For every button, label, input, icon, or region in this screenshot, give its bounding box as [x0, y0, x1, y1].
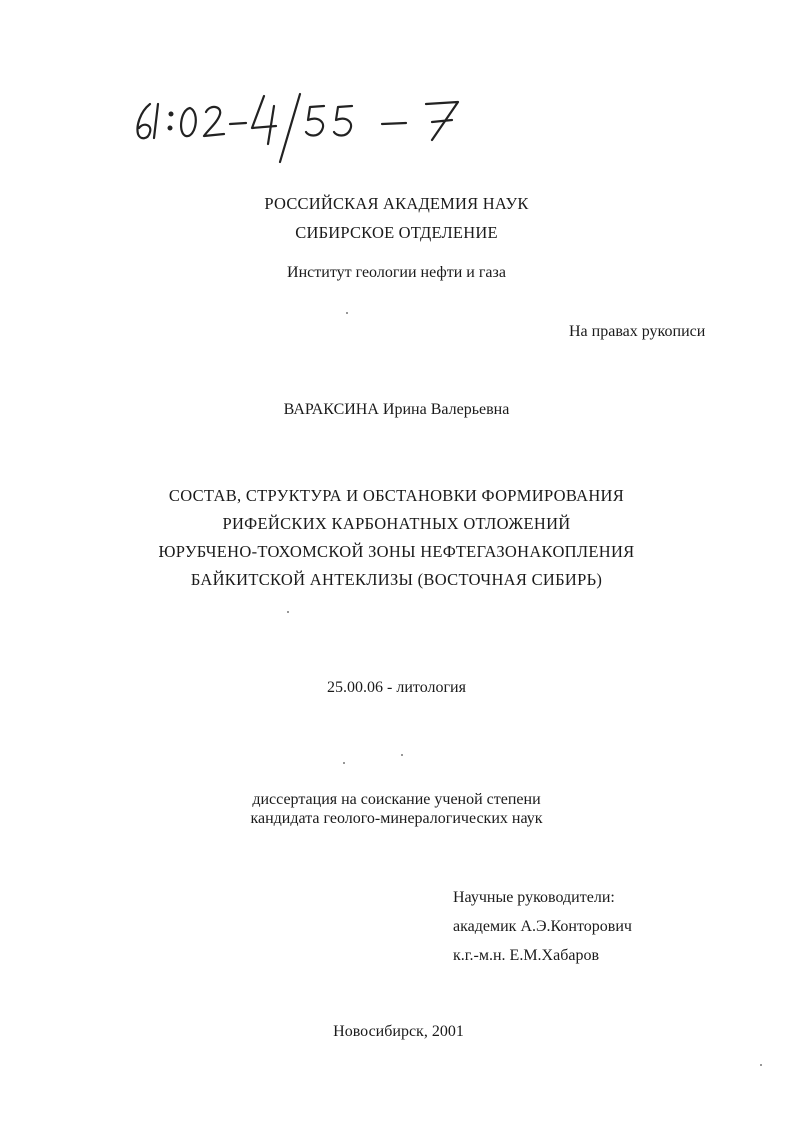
title-line: СОСТАВ, СТРУКТУРА И ОБСТАНОВКИ ФОРМИРОВАНИЯ [168, 486, 625, 505]
degree-line: кандидата геолого-минералогических наук [250, 810, 543, 827]
scan-speck [401, 754, 403, 756]
manuscript-note: На правах рукописи [569, 323, 706, 340]
title-line: БАЙКИТСКОЙ АНТЕКЛИЗЫ (ВОСТОЧНАЯ СИБИРЬ) [190, 570, 603, 589]
degree-line: диссертация на соискание ученой степени [252, 791, 541, 808]
branch-name: СИБИРСКОЕ ОТДЕЛЕНИЕ [295, 223, 498, 242]
specialty-code: 25.00.06 - литология [327, 679, 466, 696]
title-line: ЮРУБЧЕНО-ТОХОМСКОЙ ЗОНЫ НЕФТЕГАЗОНАКОПЛЕНИЯ [158, 542, 635, 561]
scan-speck [287, 611, 289, 613]
institute-name: Институт геологии нефти и газа [287, 264, 506, 281]
scan-speck [346, 312, 348, 314]
supervisors-block [453, 883, 632, 970]
supervisor-name: к.г.-м.н. Е.М.Хабаров [453, 947, 599, 964]
degree-statement [0, 790, 793, 828]
supervisor-name: академик А.Э.Конторович [453, 918, 632, 935]
handwritten-archive-code [128, 82, 478, 172]
academy-name: РОССИЙСКАЯ АКАДЕМИЯ НАУК [264, 194, 529, 213]
title-line: РИФЕЙСКИХ КАРБОНАТНЫХ ОТЛОЖЕНИЙ [222, 514, 571, 533]
place-and-year: Новосибирск, 2001 [333, 1023, 464, 1040]
author-name: ВАРАКСИНА Ирина Валерьевна [283, 401, 510, 418]
dissertation-title [0, 482, 793, 594]
scan-speck [343, 762, 345, 764]
scan-speck [760, 1064, 762, 1066]
supervisors-heading: Научные руководители: [453, 889, 615, 906]
